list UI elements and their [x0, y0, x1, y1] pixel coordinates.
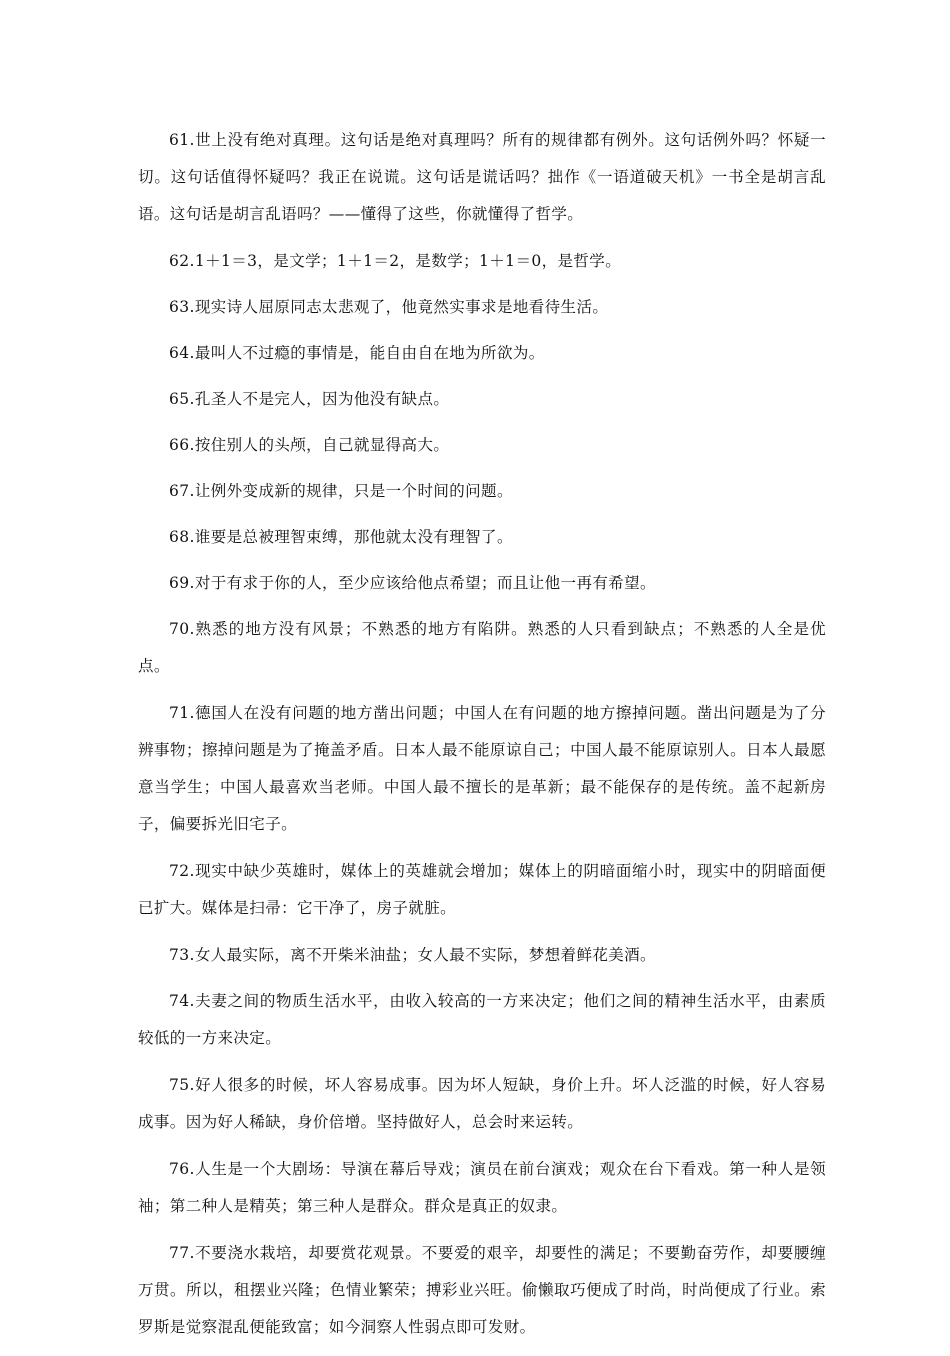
- aphorism-62: 62.1＋1＝3，是文学；1＋1＝2，是数学；1＋1＝0，是哲学。: [169, 252, 622, 270]
- aphorism-61: 61.世上没有绝对真理。这句话是绝对真理吗？所有的规律都有例外。这句话例外吗？怀疑一切。这句话值得怀疑吗？我正在说谎。这句话是谎话吗？拙作《一语道破天机》一书全是胡言乱语。这句话是胡言乱语吗？——懂得了这些，你就懂得了哲学。: [138, 131, 826, 223]
- aphorism-77: 77.不要浇水栽培，却要赏花观景。不要爱的艰辛，却要性的满足；不要勤奋劳作，却要腰缠万贯。所以，租摆业兴隆；色情业繁荣；搏彩业兴旺。偷懒取巧便成了时尚，时尚便成了行业。索罗斯是觉察混乱便能致富；如今洞察人性弱点即可发财。: [138, 1244, 826, 1336]
- aphorism-65: 65.孔圣人不是完人，因为他没有缺点。: [169, 390, 450, 408]
- aphorism-72: 72.现实中缺少英雄时，媒体上的英雄就会增加；媒体上的阴暗面缩小时，现实中的阴暗面便已扩大。媒体是扫帚：它干净了，房子就脏。: [138, 862, 826, 917]
- aphorism-70: 70.熟悉的地方没有风景；不熟悉的地方有陷阱。熟悉的人只看到缺点；不熟悉的人全是优点。: [138, 620, 826, 675]
- aphorism-69: 69.对于有求于你的人，至少应该给他点希望；而且让他一再有希望。: [169, 574, 656, 592]
- aphorism-76: 76.人生是一个大剧场：导演在幕后导戏；演员在前台演戏；观众在台下看戏。第一种人是领袖；第二种人是精英；第三种人是群众。群众是真正的奴隶。: [138, 1160, 826, 1215]
- aphorism-66: 66.按住别人的头颅，自己就显得高大。: [169, 436, 450, 454]
- aphorism-75: 75.好人很多的时候，坏人容易成事。因为坏人短缺，身价上升。坏人泛滥的时候，好人容易成事。因为好人稀缺，身价倍增。坚持做好人，总会时来运转。: [138, 1076, 826, 1131]
- aphorism-68: 68.谁要是总被理智束缚，那他就太没有理智了。: [169, 528, 513, 546]
- aphorism-73: 73.女人最实际，离不开柴米油盐；女人最不实际，梦想着鲜花美酒。: [169, 946, 656, 964]
- aphorism-63: 63.现实诗人屈原同志太悲观了，他竟然实事求是地看待生活。: [169, 298, 609, 316]
- aphorism-74: 74.夫妻之间的物质生活水平，由收入较高的一方来决定；他们之间的精神生活水平，由素质较低的一方来决定。: [138, 992, 826, 1047]
- aphorism-67: 67.让例外变成新的规律，只是一个时间的问题。: [169, 482, 513, 500]
- aphorism-64: 64.最叫人不过瘾的事情是，能自由自在地为所欲为。: [169, 344, 545, 362]
- aphorism-list: [138, 122, 826, 1356]
- aphorism-71: 71.德国人在没有问题的地方凿出问题；中国人在有问题的地方擦掉问题。凿出问题是为了分辨事物；擦掉问题是为了掩盖矛盾。日本人最不能原谅自己；中国人最不能原谅别人。日本人最愿意当学生；中国人最喜欢当老师。中国人最不擅长的是革新；最不能保存的是传统。盖不起新房子，偏要拆光旧宅子。: [138, 704, 826, 833]
